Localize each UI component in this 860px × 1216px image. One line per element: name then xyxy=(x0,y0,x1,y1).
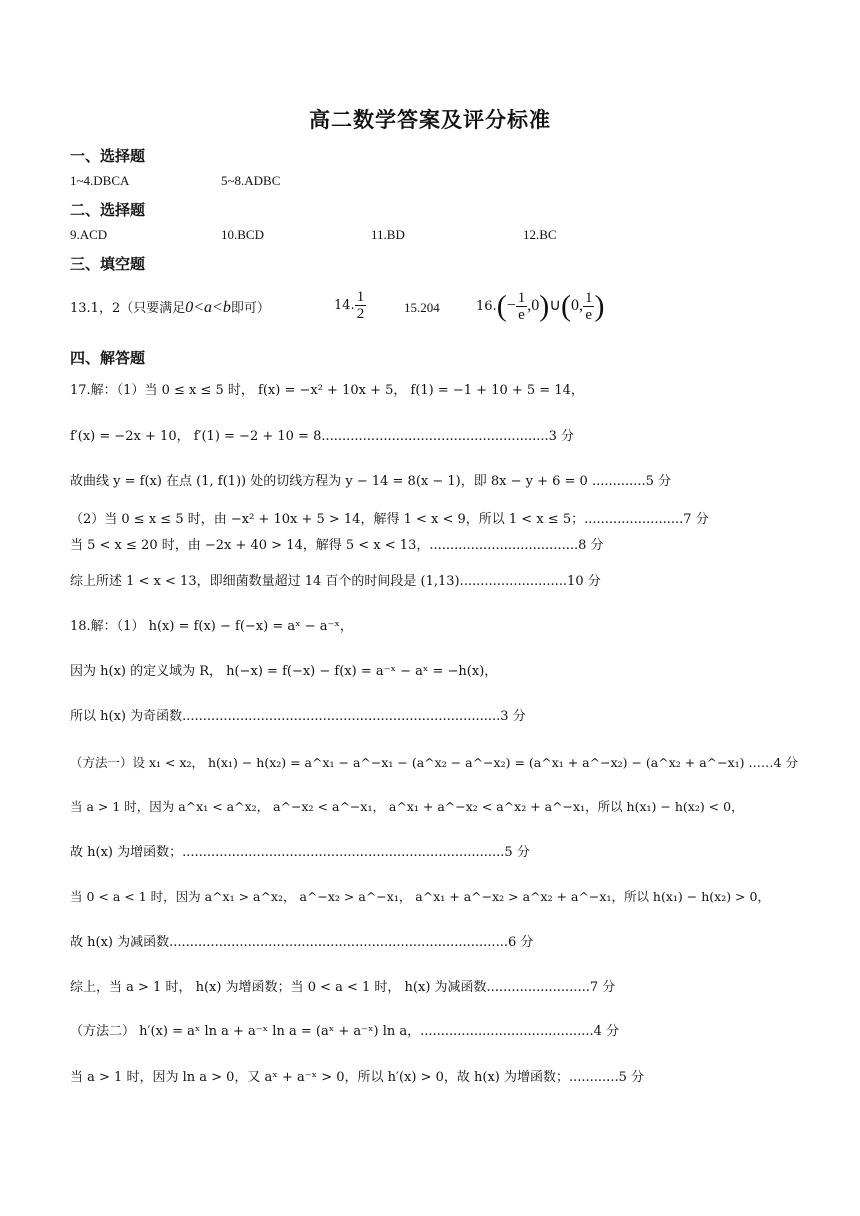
answer-11: 11.BD xyxy=(371,227,405,242)
interval-end: ,0 xyxy=(527,297,540,314)
fraction-numerator: 1 xyxy=(356,289,365,305)
solution-line-8: 因为 h(x) 的定义域为 R， h(−x) = f(−x) − f(x) = a⁻ˣ − aˣ = −h(x)， xyxy=(70,664,498,679)
solution-line-16: （方法二） h′(x) = aˣ ln a + a⁻ˣ ln a = (aˣ + a⁻ˣ) ln a，..........................................4 分 xyxy=(70,1024,620,1039)
answer-1-4: 1~4.DBCA xyxy=(70,173,130,188)
answer-13-note: 即可） xyxy=(230,301,270,316)
section-heading-4: 四、解答题 xyxy=(70,349,146,367)
fraction-denominator: e xyxy=(585,307,593,323)
solution-line-15: 综上，当 a > 1 时， h(x) 为增函数；当 0 < a < 1 时， h(x) 为减函数.........................7 分 xyxy=(70,980,616,995)
solution-line-2: f′(x) = −2x + 10， f′(1) = −2 + 10 = 8.......................................................3 分 xyxy=(70,429,575,444)
answer-14-fraction xyxy=(355,289,367,322)
solution-line-7: 18.解：（1） h(x) = f(x) − f(−x) = aˣ − a⁻ˣ， xyxy=(70,619,353,634)
answer-14 xyxy=(334,288,366,324)
fraction-denominator: e xyxy=(518,307,525,323)
solution-line-4: （2）当 0 ≤ x ≤ 5 时，由 −x² + 10x + 5 > 14，解得 1 < x < 9，所以 1 < x ≤ 5；........................7 分 xyxy=(70,512,709,527)
answer-13-condition: 0<a<b xyxy=(185,299,231,316)
section-heading-1: 一、选择题 xyxy=(70,147,146,165)
answer-13-text: 13.1，2（只要满足 xyxy=(70,301,186,316)
answer-16-fraction-2 xyxy=(583,290,595,323)
minus-sign: − xyxy=(506,297,516,314)
solution-line-11: 当 a > 1 时，因为 a^x₁ < a^x₂， a^−x₂ < a^−x₁， a^x₁ + a^−x₂ < a^x₂ + a^−x₁，所以 h(x₁) − h(x₂) < 0， xyxy=(70,799,744,814)
answer-16: 16.(− $\frac{1}{e}$ ,0)∪(0, $\frac{1}{e}$ ) xyxy=(476,289,605,323)
solution-line-10: （方法一）设 x₁ < x₂， h(x₁) − h(x₂) = a^x₁ − a^−x₁ − (a^x₂ − a^−x₂) = (a^x₁ + a^−x₂) − (a^x₂ + a^−x₁) ……4 分 xyxy=(70,755,798,770)
solution-line-5: 当 5 < x ≤ 20 时，由 −2x + 40 > 14，解得 5 < x < 13，....................................8 分 xyxy=(70,538,604,553)
answer-9: 9.ACD xyxy=(70,227,108,242)
fill-in-answers-row xyxy=(70,298,270,319)
solution-line-12: 故 h(x) 为增函数；..............................................................................5 分 xyxy=(70,845,530,860)
solution-line-3: 故曲线 y = f(x) 在点 (1, f(1)) 处的切线方程为 y − 14 = 8(x − 1)，即 8x − y + 6 = 0 .............5 分 xyxy=(70,474,672,489)
solution-line-17: 当 a > 1 时，因为 ln a > 0，又 aˣ + a⁻ˣ > 0，所以 h′(x) > 0，故 h(x) 为增函数；............5 分 xyxy=(70,1070,644,1085)
fraction-denominator: 2 xyxy=(356,306,365,322)
answer-12: 12.BC xyxy=(523,227,557,242)
answer-16-fraction-1 xyxy=(516,290,528,323)
union-symbol: ∪ xyxy=(549,297,561,314)
section-heading-2: 二、选择题 xyxy=(70,201,146,219)
solution-line-13: 当 0 < a < 1 时，因为 a^x₁ > a^x₂， a^−x₂ > a^−x₁， a^x₁ + a^−x₂ > a^x₂ + a^−x₁，所以 h(x₁) − h(x₂) > 0， xyxy=(70,889,770,904)
answer-10: 10.BCD xyxy=(221,227,264,242)
fraction-numerator: 1 xyxy=(517,290,526,306)
interval-start: 0, xyxy=(570,297,583,314)
solution-line-9: 所以 h(x) 为奇函数.............................................................................3 分 xyxy=(70,709,526,724)
answer-16-label: 16. xyxy=(476,299,497,314)
solution-line-1: 17.解：（1）当 0 ≤ x ≤ 5 时， f(x) = −x² + 10x + 5， f(1) = −1 + 10 + 5 = 14， xyxy=(70,383,584,398)
answer-14-label: 14. xyxy=(334,298,355,313)
solution-line-14: 故 h(x) 为减函数..................................................................................6 分 xyxy=(70,935,534,950)
section-heading-3: 三、填空题 xyxy=(70,255,146,273)
answer-5-8: 5~8.ADBC xyxy=(221,173,281,188)
solution-line-6: 综上所述 1 < x < 13，即细菌数量超过 14 百个的时间段是 (1,13)..........................10 分 xyxy=(70,574,601,589)
page-title: 高二数学答案及评分标准 xyxy=(309,108,551,132)
answer-15: 15.204 xyxy=(404,300,440,315)
fraction-numerator: 1 xyxy=(584,290,593,306)
